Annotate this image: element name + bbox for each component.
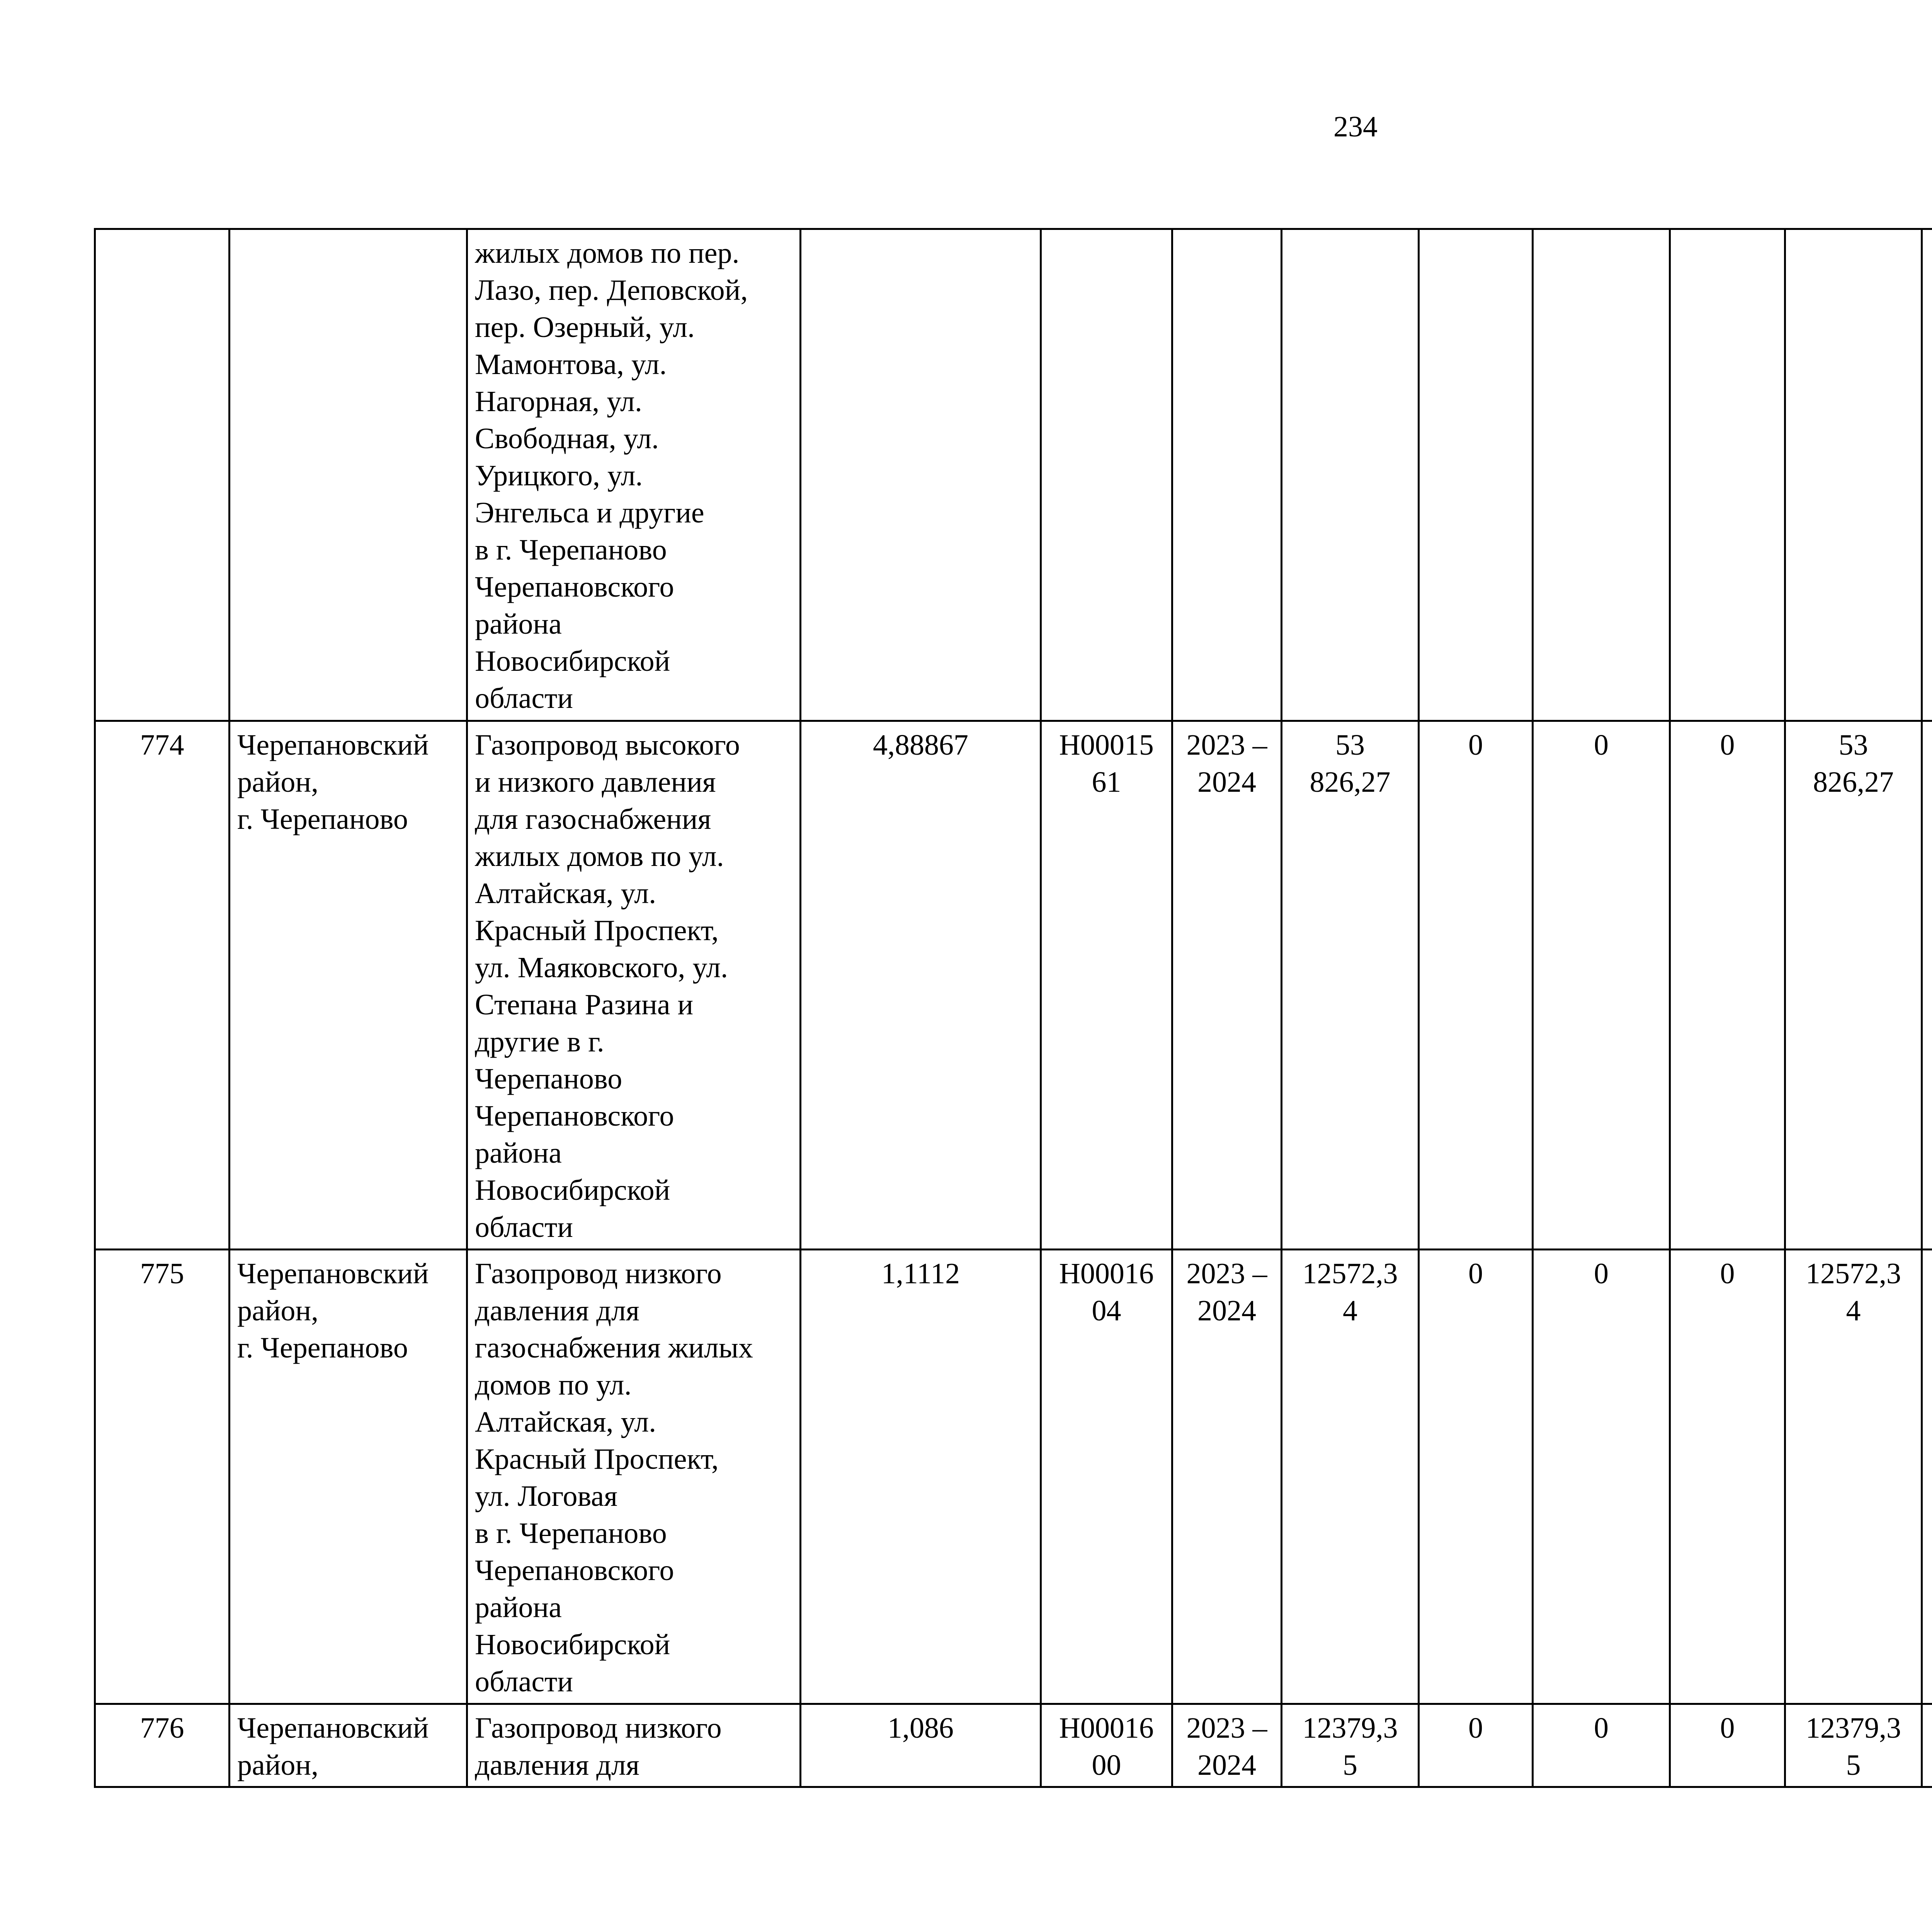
value-cell-1: 0 xyxy=(1419,721,1533,1250)
organization-cell xyxy=(1922,1704,1932,1787)
object-name-cell: жилых домов по пер. Лазо, пер. Деповской, пер. Озерный, ул. Мамонтова, ул. Нагорная, ул. Свободная, ул. Урицкого, ул. Энгельса и другие в г. Черепаново Черепановского района Новосибирской области xyxy=(467,229,801,721)
value-cell-4 xyxy=(1785,229,1922,721)
period-cell: 2023 – 2024 xyxy=(1172,721,1282,1250)
object-name-cell: Газопровод низкого давления для xyxy=(467,1704,801,1787)
length-cell: 1,086 xyxy=(801,1704,1041,1787)
value-cell-4: 53 826,27 xyxy=(1785,721,1922,1250)
value-cell-4: 12572,3 4 xyxy=(1785,1250,1922,1704)
period-cell: 2023 – 2024 xyxy=(1172,1704,1282,1787)
total-cost-cell: 12572,3 4 xyxy=(1282,1250,1419,1704)
organization-cell xyxy=(1922,229,1932,721)
value-cell-3: 0 xyxy=(1670,1704,1785,1787)
table-row xyxy=(95,721,1932,1250)
value-cell-2: 0 xyxy=(1533,721,1670,1250)
district-cell: Черепановский район, xyxy=(230,1704,467,1787)
gasification-table xyxy=(94,228,1932,1788)
district-cell: Черепановский район, г. Черепаново xyxy=(230,721,467,1250)
value-cell-2: 0 xyxy=(1533,1250,1670,1704)
value-cell-1: 0 xyxy=(1419,1704,1533,1787)
table-row xyxy=(95,1250,1932,1704)
value-cell-2 xyxy=(1533,229,1670,721)
page-number: 234 xyxy=(1333,111,1378,143)
value-cell-3: 0 xyxy=(1670,721,1785,1250)
organization-cell xyxy=(1922,1250,1932,1704)
district-cell xyxy=(230,229,467,721)
length-cell xyxy=(801,229,1041,721)
total-cost-cell: 53 826,27 xyxy=(1282,721,1419,1250)
value-cell-3 xyxy=(1670,229,1785,721)
length-cell: 1,1112 xyxy=(801,1250,1041,1704)
object-name-cell: Газопровод низкого давления для газоснабжения жилых домов по ул. Алтайская, ул. Красный Проспект, ул. Логовая в г. Черепаново Черепановского района Новосибирской области xyxy=(467,1250,801,1704)
period-cell: 2023 – 2024 xyxy=(1172,1250,1282,1704)
code-cell xyxy=(1041,229,1172,721)
length-cell: 4,88867 xyxy=(801,721,1041,1250)
table-row xyxy=(95,229,1932,721)
total-cost-cell xyxy=(1282,229,1419,721)
row-number: 776 xyxy=(95,1704,230,1787)
table-row xyxy=(95,1704,1932,1787)
value-cell-2: 0 xyxy=(1533,1704,1670,1787)
code-cell: Н00015 61 xyxy=(1041,721,1172,1250)
value-cell-1 xyxy=(1419,229,1533,721)
row-number: 774 xyxy=(95,721,230,1250)
row-number xyxy=(95,229,230,721)
organization-cell xyxy=(1922,721,1932,1250)
object-name-cell: Газопровод высокого и низкого давления для газоснабжения жилых домов по ул. Алтайская, ул. Красный Проспект, ул. Маяковского, ул. Степана Разина и другие в г. Черепаново Черепановского района Новосибирской области xyxy=(467,721,801,1250)
value-cell-1: 0 xyxy=(1419,1250,1533,1704)
value-cell-3: 0 xyxy=(1670,1250,1785,1704)
code-cell: Н00016 00 xyxy=(1041,1704,1172,1787)
district-cell: Черепановский район, г. Черепаново xyxy=(230,1250,467,1704)
total-cost-cell: 12379,3 5 xyxy=(1282,1704,1419,1787)
value-cell-4: 12379,3 5 xyxy=(1785,1704,1922,1787)
code-cell: Н00016 04 xyxy=(1041,1250,1172,1704)
period-cell xyxy=(1172,229,1282,721)
row-number: 775 xyxy=(95,1250,230,1704)
